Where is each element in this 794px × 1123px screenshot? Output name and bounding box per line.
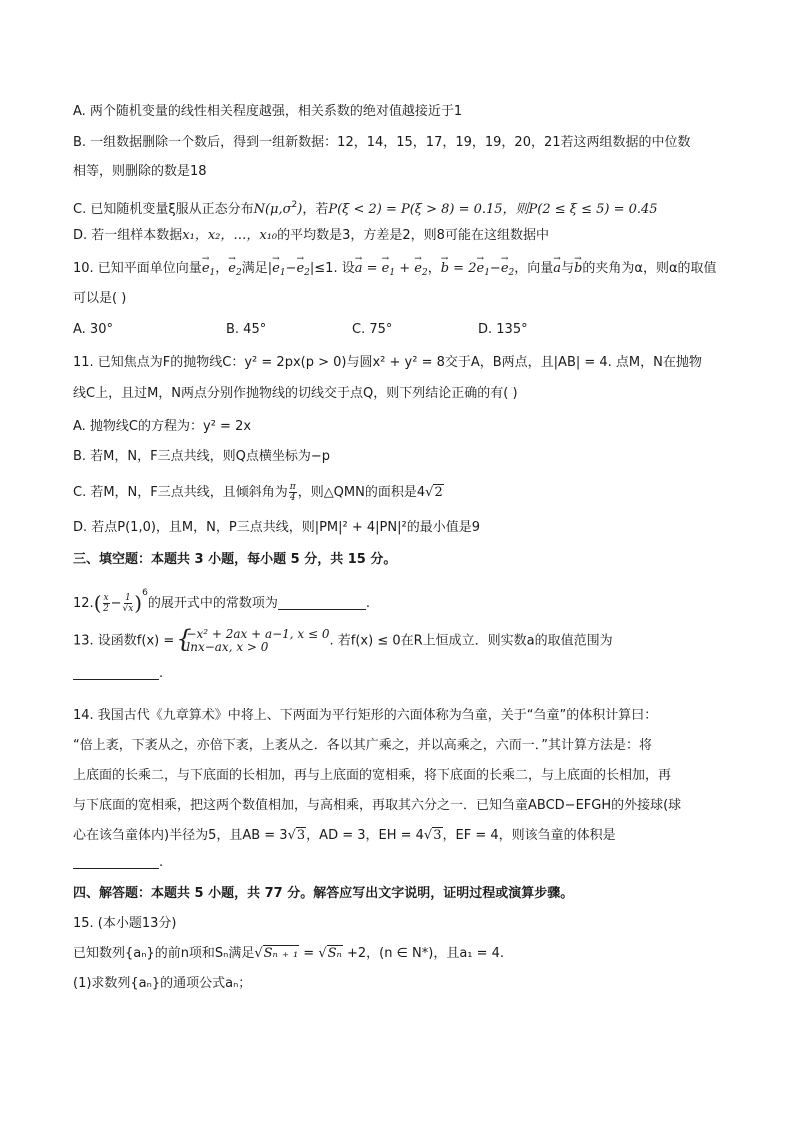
q9-c-cond: P(ξ < 2) = P(ξ > 8) = 0.15，则P(2 ≤ ξ ≤ 5) = 0.45: [328, 202, 658, 217]
q15-stem: 已知数列{aₙ}的前n项和Sₙ满足√Sₙ ₊ ₁ = √Sₙ +2，(n ∈ N*)，且a₁ = 4.: [73, 946, 505, 961]
q11-c-frac-bot: 4: [289, 493, 296, 503]
q13-prefix: 13. 设函数f(x) =: [73, 633, 175, 649]
q15-part1: (1)求数列{aₙ}的通项公式aₙ；: [73, 976, 252, 991]
q10-c: ≤1. 设: [314, 261, 355, 276]
q12-exp: 6: [142, 588, 148, 598]
q9-option-b-line2: 相等，则删除的数是18: [73, 164, 207, 179]
q10-option-a: A. 30°: [73, 322, 113, 337]
q11-c-a: C. 若M，N，F三点共线，且倾斜角为: [73, 485, 288, 500]
q13-suffix: . 若f(x) ≤ 0在R上恒成立．则实数a的取值范围为: [329, 633, 613, 649]
q12-frac2-top: 1: [125, 593, 131, 603]
q10-option-b: B. 45°: [226, 322, 267, 337]
q9-d-prefix: D. 若一组样本数据: [73, 228, 183, 243]
q13-piecewise: [178, 628, 329, 654]
q11-option-c: C. 若M，N，F三点共线，且倾斜角为 $\frac{\pi}{4}$ ，则△QMN的面积是4√2: [73, 482, 443, 503]
q14-l5-b: 3: [296, 828, 306, 843]
q11-stem-line1: 11. 已知焦点为F的抛物线C：y² = 2px(p > 0)与圆x² + y² = 8交于A，B两点，且|AB| = 4. 点M，N在抛物: [73, 355, 702, 370]
q11-option-a: A. 抛物线C的方程为：y² = 2x: [73, 419, 252, 434]
q9-option-a: A. 两个随机变量的线性相关程度越强，相关系数的绝对值越接近于1: [73, 104, 463, 119]
q13-case1: −x² + 2ax + a−1, x ≤ 0: [186, 627, 330, 641]
q12-end: .: [365, 596, 370, 611]
q15-c: =: [299, 946, 319, 961]
q10-a: 10. 已知平面单位向量: [73, 261, 202, 276]
q9-d-vars: x₁，x₂，…，x₁₀: [182, 228, 278, 243]
q9-c-dist: N(μ,σ: [253, 202, 292, 217]
q11-c-b: ，则△QMN的面积是4: [297, 485, 426, 500]
q10-stem-line1: 10. 已知平面单位向量→ $e_1$，→ $e_2$满足|→ $e_1-\to e_2|\le 1$. 设→ a = → $e_1$ + → $e_2$，→ $b = 2\to e_1-\to e_2$，向量→ a与→ b的夹角为α，则α的取值: [73, 260, 717, 282]
q13-answer-line: [73, 665, 163, 683]
q14-line2: “倍上袤，下袤从之，亦倍下袤，上袤从之．各以其广乘之，并以高乘之，六而一．”其计算方法是：将: [73, 738, 652, 753]
q12-num: 12.: [73, 596, 94, 611]
q10-b: 满足: [241, 261, 268, 276]
q10-options: [73, 321, 673, 339]
q12-frac2-bot: √x: [122, 604, 134, 614]
q14-end: .: [159, 855, 164, 870]
q10-option-d: D. 135°: [478, 322, 528, 337]
q10-stem-line2: 可以是( ): [73, 291, 127, 306]
q13-answer-blank[interactable]: [73, 666, 159, 680]
q12-frac1-top: x: [103, 593, 109, 603]
q14-answer-line: [73, 854, 163, 872]
q15-e: +2，(n ∈ N*)，且a₁ = 4.: [342, 946, 505, 961]
q9-c-prefix: C. 已知随机变量ξ服从正态分布: [73, 202, 254, 217]
q9-option-d: [73, 227, 549, 245]
q10-e: 与: [561, 261, 575, 276]
q11-c-c: 2: [434, 485, 443, 500]
q11-stem-line2: 线C上，且过M，N两点分别作抛物线的切线交于点Q，则下列结论正确的有( ): [73, 386, 518, 401]
q15-title: 15. (本小题13分): [73, 916, 177, 931]
q13-case2: lnx−ax, x > 0: [186, 640, 269, 654]
q11-option-d: D. 若点P(1,0)，且M，N，P三点共线，则|PM|² + 4|PN|²的最小值是9: [73, 520, 480, 535]
q13-end: .: [159, 666, 164, 681]
section-4-heading: 四、解答题：本题共 5 小题，共 77 分。解答应写出文字说明，证明过程或演算步骤。: [73, 886, 574, 901]
q11-c-frac-top: π: [289, 482, 296, 492]
q10-d: ，向量: [514, 261, 554, 276]
q15-b: Sₙ ₊ ₁: [263, 946, 299, 961]
q14-l5-e: ，EF = 4，则该刍童的体积是: [442, 828, 616, 843]
q12-stem: 12.( $\frac{x}{2}$ − $\frac{1}{√x}$ )$^6$的展开式中的常数项为 .: [73, 588, 370, 615]
q14-answer-blank[interactable]: [73, 855, 159, 869]
q15-d: Sₙ: [327, 946, 342, 961]
q9-d-suffix: 的平均数是3，方差是2，则8可能在这组数据中: [277, 228, 549, 243]
q14-l5-c: ，AD = 3，EH = 4: [306, 828, 424, 843]
q14-l5-a: 心在该刍童体内)半径为5，且AB = 3: [73, 828, 288, 843]
q9-option-b-line1: B. 一组数据删除一个数后，得到一组新数据：12，14，15，17，19，19，20，21若这两组数据的中位数: [73, 135, 691, 150]
q12-answer-blank[interactable]: [278, 596, 366, 610]
q11-option-b: B. 若M，N，F三点共线，则Q点横坐标为−p: [73, 449, 330, 464]
q14-line4: 与下底面的宽相乘，把这两个数值相加，与高相乘，再取其六分之一．已知刍童ABCD−EFGH的外接球(球: [73, 798, 682, 813]
q14-line3: 上底面的长乘二，与下底面的长相加，再与上底面的宽相乘，将下底面的长乘二，与上底面的长相加，再: [73, 768, 672, 783]
q9-option-c: C. 已知随机变量ξ服从正态分布$N(\mu,\sigma^2)$，若P(ξ < 2) = P(ξ > 8) = 0.15，则P(2 ≤ ξ ≤ 5) = 0.45: [73, 200, 658, 217]
q10-option-c: C. 75°: [352, 322, 393, 337]
q15-a: 已知数列{aₙ}的前n项和Sₙ满足: [73, 946, 255, 961]
q12-text: 的展开式中的常数项为: [147, 596, 278, 611]
q14-line5: 心在该刍童体内)半径为5，且AB = 3√3，AD = 3，EH = 4√3，EF = 4，则该刍童的体积是: [73, 828, 616, 843]
q14-line1: 14. 我国古代《九章算术》中将上、下两面为平行矩形的六面体称为刍童，关于“刍童”的体积计算曰：: [73, 708, 658, 723]
q12-frac1-bot: 2: [103, 604, 109, 614]
q14-l5-d: 3: [433, 828, 442, 843]
q10-f: 的夹角为α，则α的取值: [582, 261, 717, 276]
q9-c-mid: ，若: [302, 202, 329, 217]
q13-stem: [73, 628, 613, 654]
section-3-heading: 三、填空题：本题共 3 小题，每小题 5 分，共 15 分。: [73, 552, 397, 567]
